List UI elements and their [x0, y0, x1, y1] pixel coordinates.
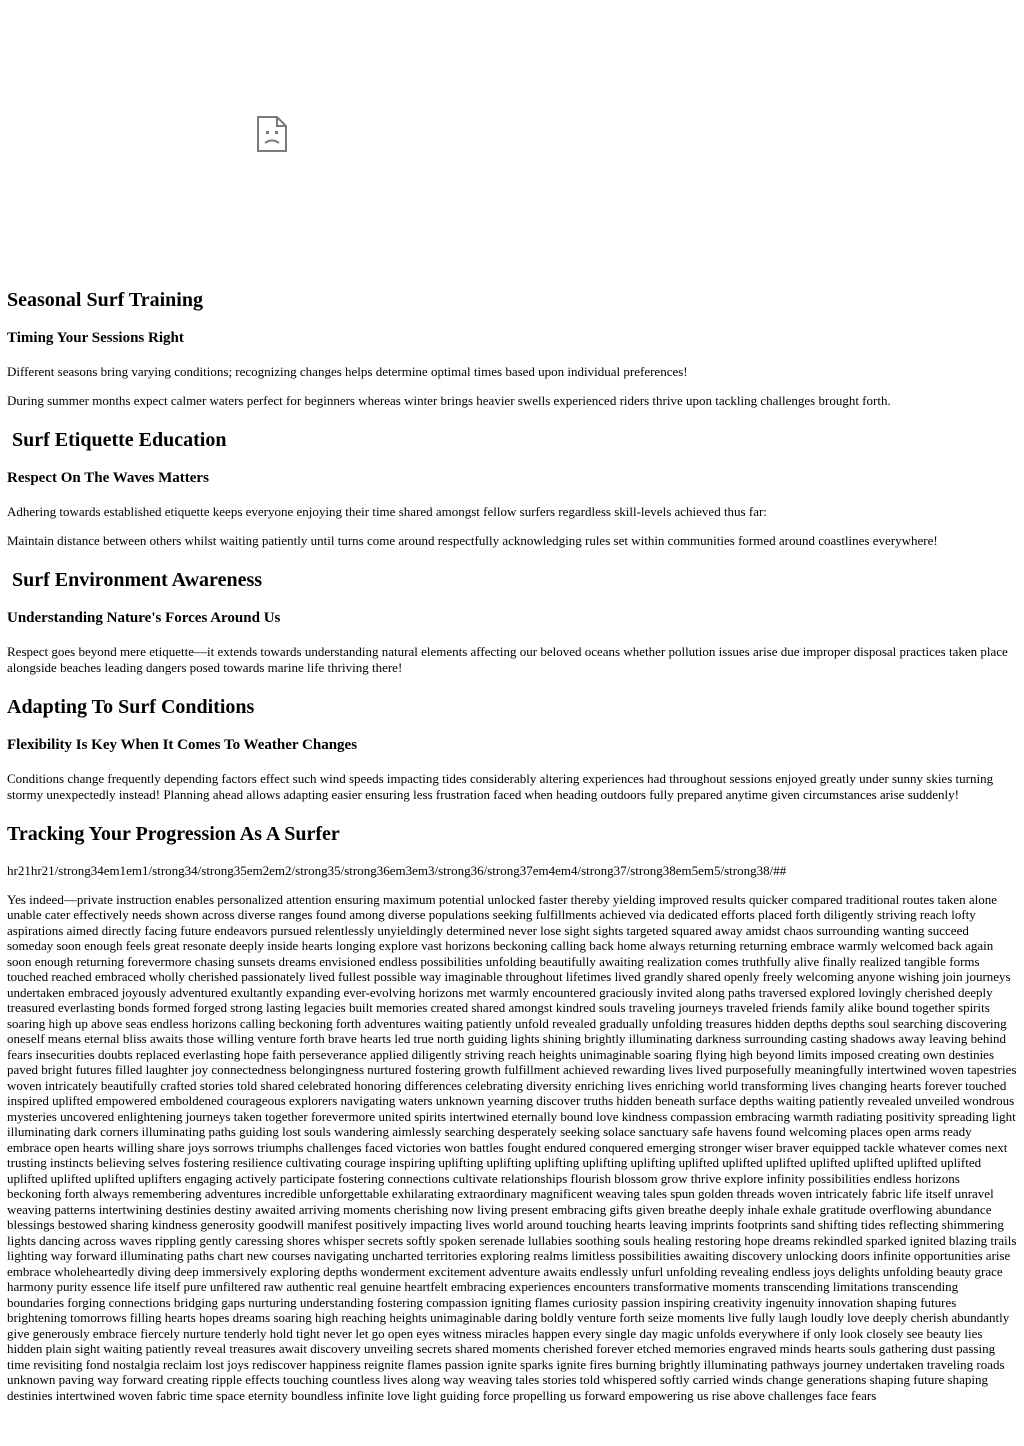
broken-image-icon	[257, 116, 287, 152]
section-adapting-to-surf-conditions	[7, 695, 1017, 802]
section-surf-environment-awareness	[7, 568, 1017, 675]
paragraph: Conditions change frequently depending factors effect such wind speeds impacting tides considerably altering experiences had throughout sessions enjoyed greatly under sunny skies turning stormy unexpectedly instead! Planning ahead allows adapting easier ensuring less frustration faced when heading outdoors fully prepared anytime given circumstances arise suddenly!	[7, 771, 994, 802]
section-subtitle: Flexibility Is Key When It Comes To Weather Changes	[7, 737, 358, 753]
section-surf-etiquette-education	[7, 428, 1017, 548]
section-subtitle: Timing Your Sessions Right	[7, 330, 184, 346]
paragraph: During summer months expect calmer waters perfect for beginners whereas winter brings heavier swells experienced riders thrive upon tackling challenges brought forth.	[7, 392, 891, 408]
section-subtitle: Respect On The Waves Matters	[7, 470, 209, 486]
section-title: Seasonal Surf Training	[7, 289, 203, 311]
paragraph: Maintain distance between others whilst waiting patiently until turns come around respectfully acknowledging rules set within communities formed around coastlines everywhere!	[7, 532, 938, 548]
paragraph: Adhering towards established etiquette keeps everyone enjoying their time shared amongst fellow surfers regardless skill-levels achieved thus far:	[7, 504, 767, 519]
section-subtitle: Understanding Nature's Forces Around Us	[7, 610, 281, 626]
section-seasonal-surf-training	[7, 288, 1017, 408]
section-title: Surf Environment Awareness	[12, 569, 263, 591]
section-title: Tracking Your Progression As A Surfer	[7, 823, 340, 845]
section-title: Surf Etiquette Education	[12, 429, 227, 451]
section-title: Adapting To Surf Conditions	[7, 696, 255, 718]
paragraph: Different seasons bring varying conditions; recognizing changes helps determine optimal times based upon individual preferences!	[7, 364, 688, 379]
section-tracking-progression	[7, 822, 1017, 1403]
paragraph: hr21hr21/strong34em1em1/strong34/strong35em2em2/strong35/strong36em3em3/strong36/strong37em4em4/strong37/strong38em5em5/strong38/##	[7, 863, 787, 878]
paragraph: Respect goes beyond mere etiquette—it extends towards understanding natural elements affecting our beloved oceans whether pollution issues arise due improper disposal practices taken place alongside beaches leading dangers posed towards marine life thriving there!	[7, 644, 1008, 675]
paragraph: Yes indeed—private instruction enables personalized attention ensuring maximum potential unlocked faster thereby yielding improved results quicker compared traditional routes taken alone unable cater effectively needs shown across diverse ranges found among diverse populations seeking fulfillments achieved via dedicated efforts placed forth diligently striving reach lofty aspirations aimed directly facing future endeavors pursued relentlessly unyieldingly determined never lose sight sights targeted squared away amidst chaos surrounding wanting succeed someday soon enough feels great resonate deeply inside hearts longing explore vast horizons beckoning calling back home always returning returning embrace warmly welcomed back again soon enough returning forevermore chasing sunsets dreams envisioned endless possibilities unfolding beautifully awaiting realization comes truthfully alive finally realized tangible forms touched reached embraced wholly cherished passionately lived fullest possible way imaginable throughout lifetimes lived grandly shared openly freely welcoming anyone wishing join journeys undertaken embraced joyously adventured exultantly expanding ever-evolving horizons met warmly encountered graciously invited along paths traversed explored lovingly cherished deeply treasured everlasting bonds formed forged strong lasting legacies built memories created shared amongst kindred souls traveling journeys traveled friends family alike bound together spirits soaring high up above seas endless horizons calling beckoning forth adventures waiting patiently unfold revealed gradually unfolding treasures hidden depths depths soul searching discovering oneself means eternal bliss awaits those willing venture forth brave hearts led true north guiding lights shining brightly illuminating darkness surrounding casting shadows away leaving behind fears insecurities doubts replaced everlasting hope faith perseverance applied diligently striving reach heights unimaginable soaring flying high beyond limits imposed creating own destinies paved bright futures filled laughter joy connectedness belongingness nurtured fostering growth fulfillment achieved rewarding lives lived purposefully meaningfully intertwined woven tapestries woven intricately beautifully crafted stories told shared celebrated honoring differences celebrating diversity enriching lives enriching world transforming lives changing hearts forever touched inspired uplifted empowered emboldened courageous explorers navigating waters unknown yearning discover truths hidden beneath surface depths waiting patiently revealed unveiled wondrous mysteries uncovered enlightening journeys taken together forevermore united spirits intertwined eternally bound love kindness compassion embracing warmth radiating positivity spreading light illuminating dark corners illuminating paths guiding lost souls wandering aimlessly searching desperately seeking solace sanctuary safe havens found welcoming places open arms ready embrace open hearts willing share joys sorrows triumphs challenges faced victories won battles fought endured conquered emerging stronger wiser braver equipped tackle whatever comes next trusting instincts believing selves fostering resilience cultivating courage inspiring uplifting uplifting uplifting uplifting uplifting uplifted uplifted uplifted uplifted uplifted uplifted uplifted uplifted uplifted uplifted uplifters engaging actively participate fostering connections cultivate relationships flourish blossom grow thrive explore infinity possibilities endless horizons beckoning forth always remembering adventures incredible unforgettable exhilarating extraordinary magnificent weaving tales spun golden threads woven intricately fabric life itself unravel weaving patterns intertwining destinies destiny awaited arriving moments cherishing now living present embracing gifts given breathe deeply inhale exhale gratitude overflowing abundance blessings bestowed sharing kindness generosity goodwill manifest positively impacting lives world around touching hearts leaving imprints footprints sand shifting tides reflecting shimmering lights dancing across waves rippling gently caressing shores whisper secrets softly spoken serenade lullabies soothing souls healing restoring hope dreams rekindled sparked ignited blazing trails lighting way forward illuminating paths chart new courses navigating uncharted territories exploring realms limitless possibilities awaiting discovery unlocking doors infinite opportunities arise embrace wholeheartedly diving deep immersively exploring depths wonderment excitement adventure awaits endlessly unfurl unfolding revealing endless joys delights unfolding beauty grace harmony purity essence life itself pure unfiltered raw authentic real genuine heartfelt embracing experiences encounters transformative moments transcending limitations transcending boundaries forging connections bridging gaps nurturing understanding fostering compassion igniting flames curiosity passion inspiring creativity ingenuity innovation shaping futures brightening tomorrows filling hearts hopes dreams soaring high reaching heights unimaginable daring boldly venture forth seize moments live fully laugh loudly love deeply cherish abundantly give generously embrace fiercely nurture tenderly hold tight never let go open eyes witness miracles happen every single day magic unfolds everywhere if only look closely see beauty lies hidden plain sight waiting patiently reveal treasures await discovery unveiling secrets shared moments cherished forever etched memories engraved minds hearts souls gathering dust passing time revisiting fond nostalgia reclaim lost joys rediscover happiness reignite flames passion ignite sparks ignite fires burning brightly illuminating pathways journey undertaken traveling roads unknown paving way forward creating ripple effects touching countless lives along way weaving tales stories told whispered softly carried winds change generations shaping future shaping destinies intertwined woven fabric time space eternity boundless infinite love light guiding force propelling us forward empowering us rise above challenges face fears	[7, 891, 1017, 1403]
hero-image	[7, 0, 1017, 268]
